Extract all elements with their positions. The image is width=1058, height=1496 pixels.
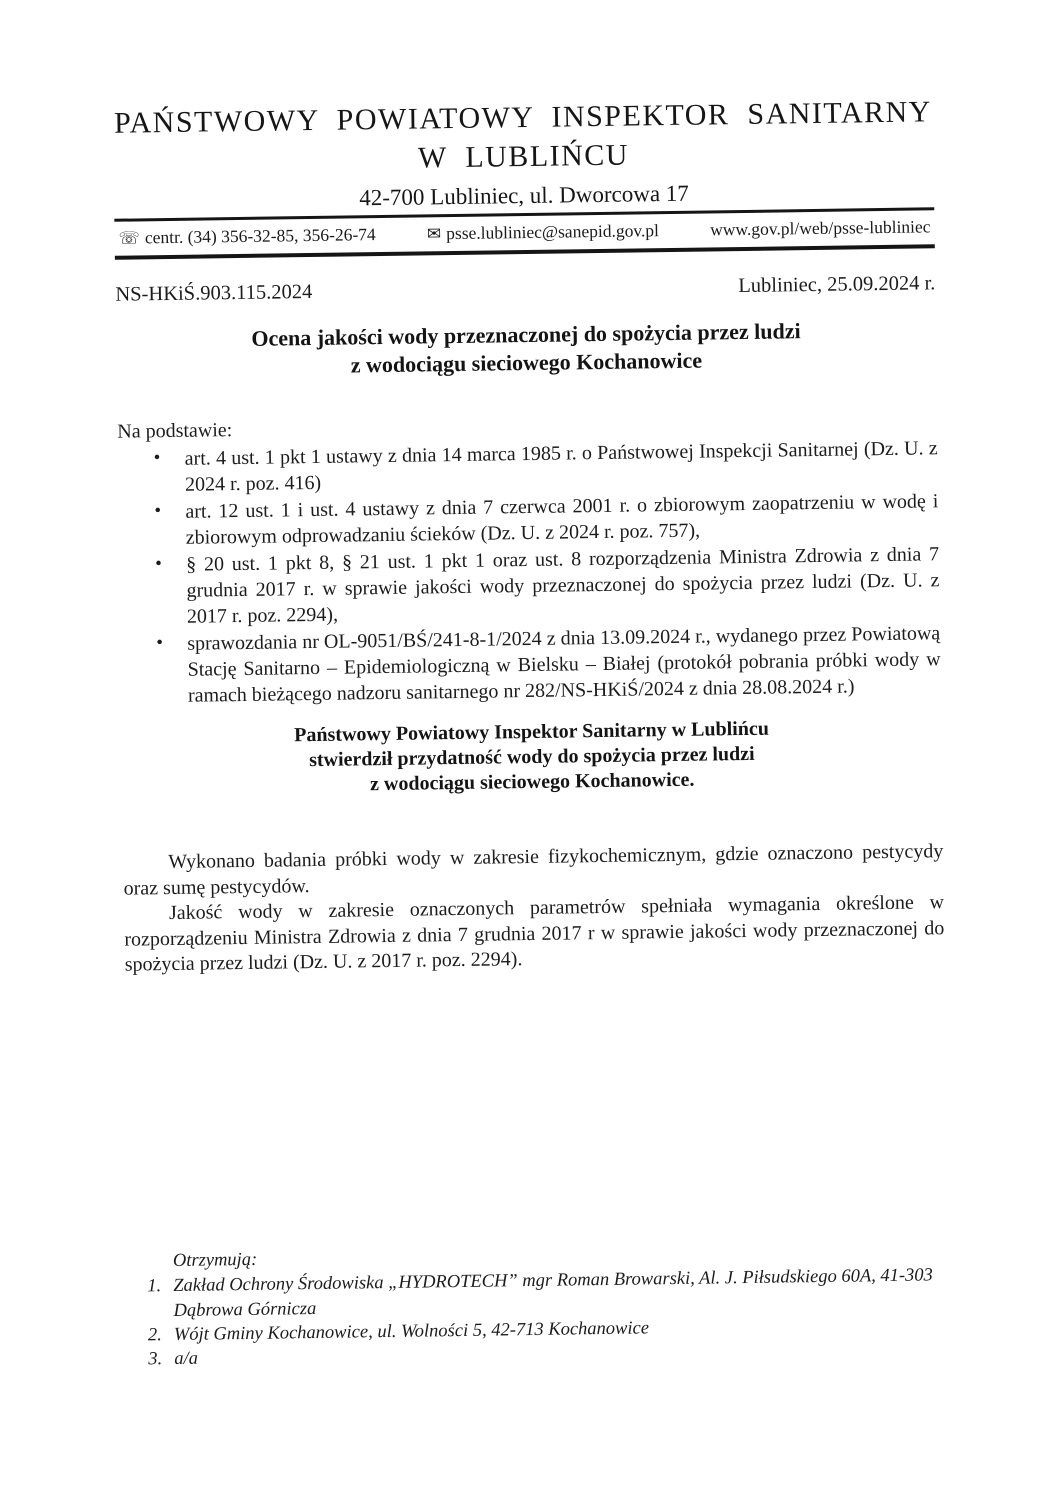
place-and-date: Lubliniec, 25.09.2024 r. <box>738 272 936 298</box>
distribution-item-number: 3. <box>148 1348 163 1370</box>
document-title-line1: Ocena jakości wody przeznaczonej do spożycia przez ludzi <box>251 318 801 351</box>
decision-statement-line1: Państwowy Powiatowy Inspektor Sanitarny w Lublińcu <box>294 717 770 747</box>
envelope-icon: ✉ <box>426 224 442 245</box>
organization-name-line1: PAŃSTWOWY POWIATOWY INSPEKTOR SANITARNY <box>113 95 933 140</box>
body-paragraph-2: Jakość wody w zakresie oznaczonych parametrów spełniała wymagania określone w rozporządzeniu Ministra Zdrowia z dnia 7 grudnia 2017 r w sprawie jakości wody przeznaczonej do spożycia przez ludzi (Dz. U. z 2017 r. poz. 2294). <box>124 891 945 976</box>
distribution-section <box>129 1239 951 1372</box>
document-title <box>116 315 937 382</box>
legal-basis-item: • art. 4 ust. 1 pkt 1 ustawy z dnia 14 marca 1985 r. o Państwowej Inspekcji Sanitarnej (Dz. U. z 2024 r. poz. 416) <box>152 435 939 498</box>
organization-name-line2: W LUBLIŃCU <box>417 138 630 175</box>
phone-entry <box>118 224 375 249</box>
case-reference-number: NS-HKiŚ.903.115.2024 <box>115 281 313 306</box>
email-address: psse.lubliniec@sanepid.gov.pl <box>446 220 660 244</box>
phone-number: centr. (34) 356-32-85, 356-26-74 <box>144 224 376 248</box>
distribution-item-text: Wójt Gminy Kochanowice, ul. Wolności 5, 42-713 Kochanowice <box>173 1317 650 1345</box>
telephone-icon: ☏ <box>118 228 141 249</box>
legal-basis-list <box>152 435 942 709</box>
legal-basis-item: • § 20 ust. 1 pkt 8, § 21 ust. 1 pkt 1 oraz ust. 8 rozporządzenia Ministra Zdrowia z dnia 7 grudnia 2017 r. w sprawie jakości wody przeznaczonej do spożycia przez ludzi (Dz. U. z 2017 r. poz. 2294), <box>153 541 940 630</box>
organization-address: 42-700 Lubliniec, ul. Dworcowa 17 <box>359 180 690 211</box>
distribution-item-number: 2. <box>147 1324 162 1345</box>
distribution-heading: Otrzymują: <box>172 1250 258 1272</box>
reference-row <box>115 272 935 306</box>
letterhead <box>113 92 935 259</box>
website-url: www.gov.pl/web/psse-lubliniec <box>710 216 931 240</box>
decision-statement-line3: z wodociągu sieciowego Kochanowice. <box>369 769 695 796</box>
legal-basis-item: • sprawozdania nr OL-9051/BŚ/241-8-1/2024 z dnia 13.09.2024 r., wydanego przez Powiatową Stację Sanitarno – Epidemiologiczną w Bielsku – Białej (protokół pobrania próbki wody w ramach bieżącego nadzoru sanitarnego nr 282/NS-HKiŚ/2024 z dnia 28.08.2024 r.) <box>154 620 941 709</box>
document-title-line2: z wodociągu sieciowego Kochanowice <box>350 347 703 378</box>
contact-strip <box>114 207 934 259</box>
distribution-item-number: 1. <box>147 1276 162 1297</box>
body-paragraph-1: Wykonano badania próbki wody w zakresie fizykochemicznym, gdzie oznaczono pestycydy oraz sumę pestycydów. <box>123 840 944 900</box>
body-text <box>123 840 945 978</box>
document-content <box>113 92 951 1371</box>
decision-statement <box>121 714 942 801</box>
legal-basis-item: • art. 12 ust. 1 i ust. 4 ustawy z dnia 7 czerwca 2001 r. o zbiorowym zaopatrzeniu w wodę i zbiorowym odprowadzaniu ścieków (Dz. U. z 2024 r. poz. 757), <box>152 488 939 551</box>
legal-basis-intro: Na podstawie: <box>117 419 233 443</box>
email-entry <box>427 220 659 244</box>
distribution-item-text: Zakład Ochrony Środowiska „HYDROTECH” mgr Roman Browarski, Al. J. Piłsudskiego 60A, 41-303 Dąbrowa Górnicza <box>173 1265 934 1321</box>
distribution-item-text: a/a <box>174 1348 199 1369</box>
decision-statement-line2: stwierdził przydatność wody do spożycia przez ludzi <box>308 742 755 772</box>
distribution-list <box>147 1264 950 1371</box>
